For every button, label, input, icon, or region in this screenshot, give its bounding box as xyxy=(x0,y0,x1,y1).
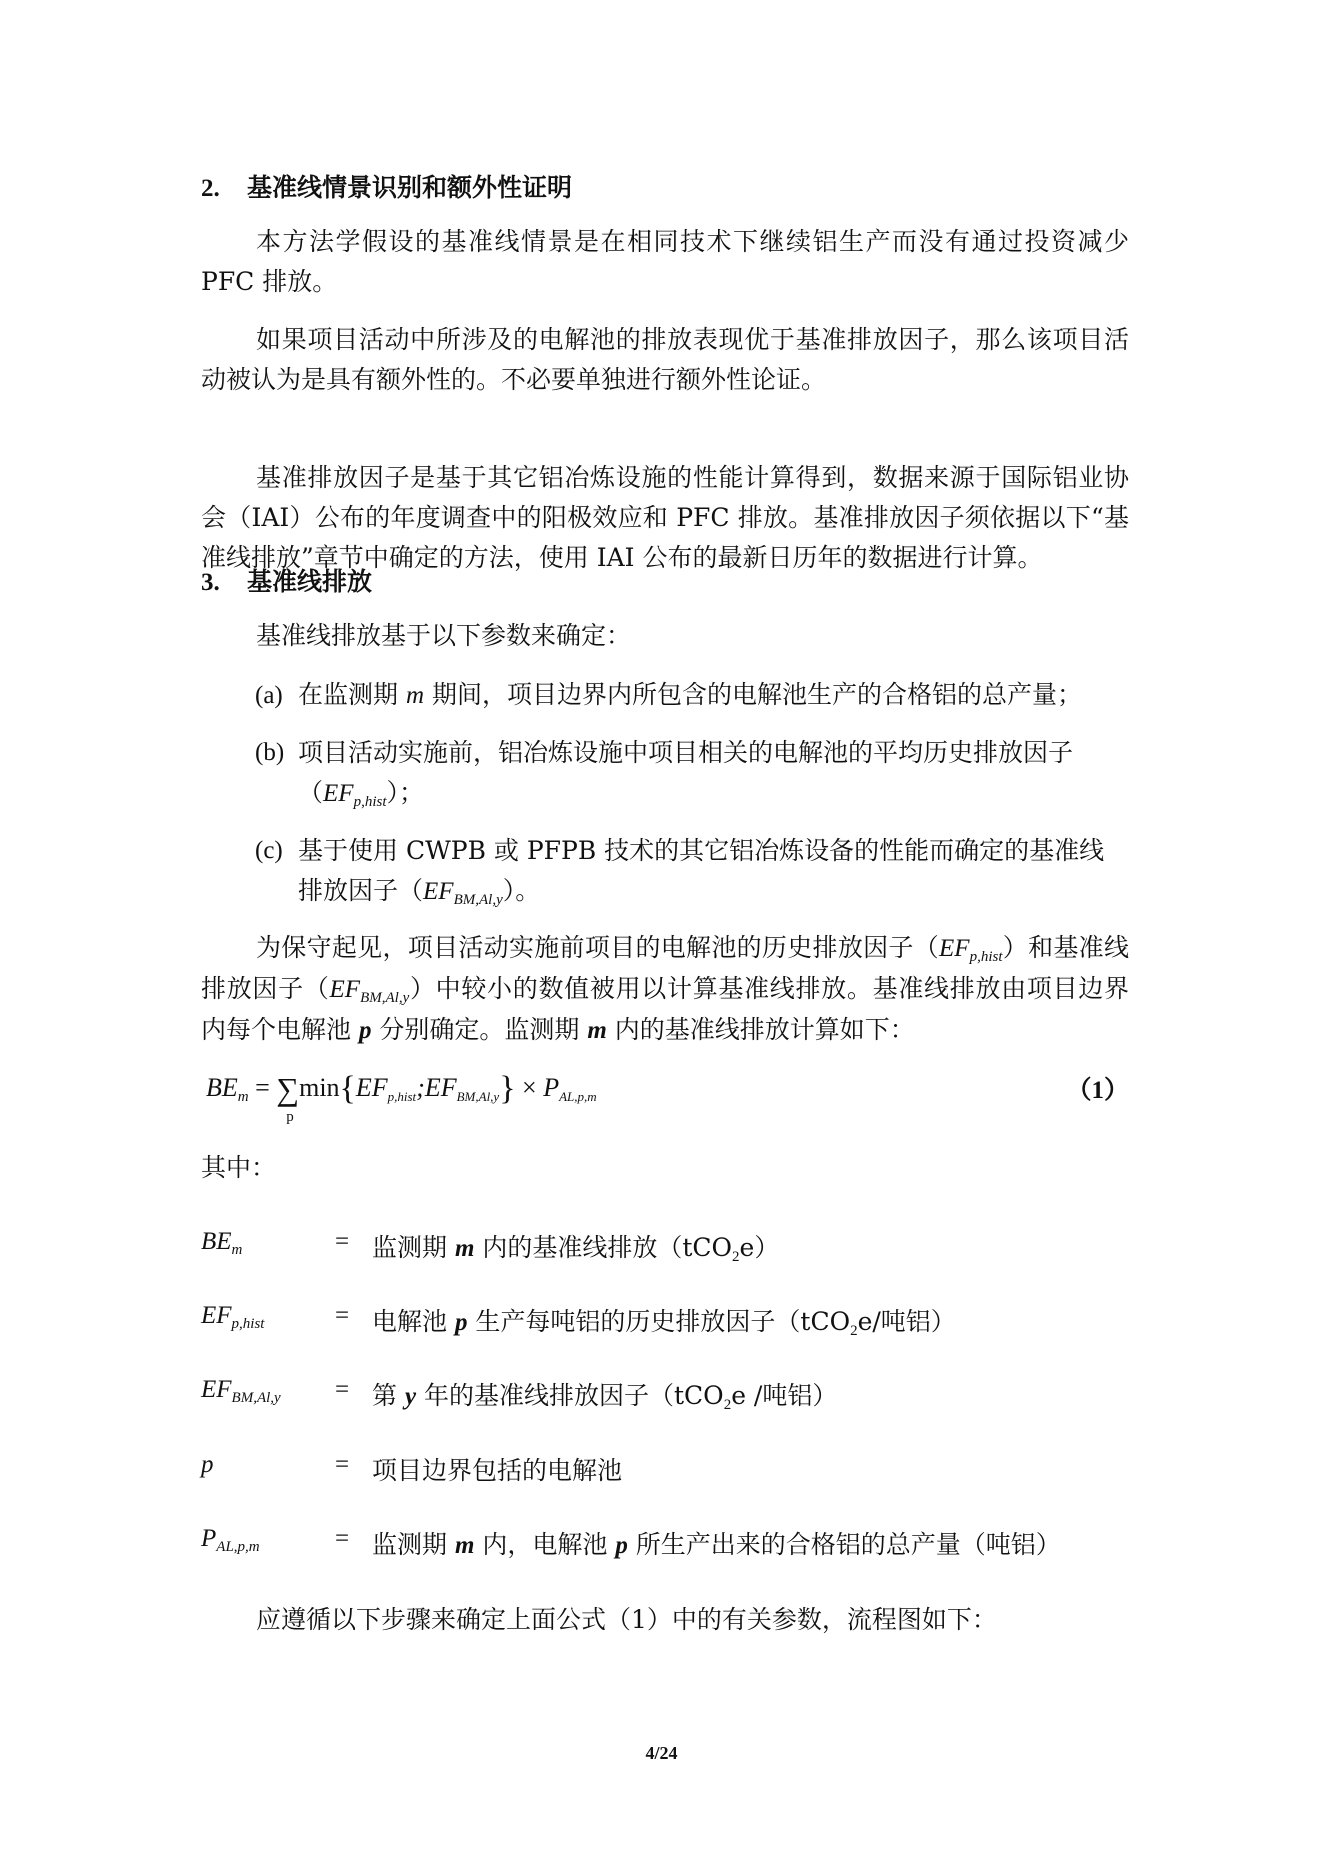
paragraph-baseline-scenario: 本方法学假设的基准线情景是在相同技术下继续铝生产而没有通过投资减少 PFC 排放。 xyxy=(201,227,1129,296)
def-sym-be xyxy=(201,1228,242,1256)
def-sym-p: p xyxy=(201,1451,214,1478)
def-ef-hist-co2sub: 2 xyxy=(850,1323,858,1339)
list-label-a: (a) xyxy=(255,682,283,709)
paragraph-emission-factor: 基准排放因子是基于其它铝冶炼设施的性能计算得到，数据来源于国际铝业协会（IAI）公布的年度调查中的阳极效应和 PFC 排放。基准排放因子须依据以下“基准线排放”章节中确定的方法，使用 IAI 公布的最新日历年的数据进行计算。 xyxy=(201,463,1129,572)
paragraph-parameters-intro: 基准线排放基于以下参数来确定： xyxy=(256,621,632,650)
equation-1 xyxy=(201,1060,1129,1130)
def-eq-be: = xyxy=(335,1228,350,1255)
list-close-b: ）； xyxy=(386,778,425,807)
def-txt-be xyxy=(372,1228,779,1264)
def-eq-ef-hist: = xyxy=(335,1302,350,1329)
eq-lhs-sub: m xyxy=(237,1089,249,1105)
cons-var-m: m xyxy=(587,1017,607,1044)
def-ef-bm-t2: 年的基准线排放因子（tCO xyxy=(416,1381,724,1410)
list-item-c xyxy=(255,831,1129,912)
list-text-b: 项目活动实施前，铝冶炼设施中项目相关的电解池的平均历史排放因子 xyxy=(298,738,1074,767)
def-ef-bm-co2sub: 2 xyxy=(723,1397,732,1413)
list-content-c: 基于使用 CWPB 或 PFPB 技术的其它铝冶炼设备的性能而确定的基准线排放因子$(EF_{BM,Al,y})$。 xyxy=(298,836,1105,908)
def-be-co2sub: 2 xyxy=(732,1249,740,1265)
cons-t2: ）和基准线排放因子（ xyxy=(201,933,1129,1003)
list-sub-b: p,hist xyxy=(353,794,387,810)
section-2-number: 2. xyxy=(201,175,220,202)
def-sym-be-main: BE xyxy=(201,1228,232,1255)
section-2-title: 基准线情景识别和额外性证明 xyxy=(247,173,573,202)
list-var-m: m xyxy=(405,682,425,709)
list-item-b xyxy=(255,733,1129,814)
def-sym-ef-bm xyxy=(201,1376,281,1404)
list-label-b: (b) xyxy=(255,739,285,766)
def-be-t3: e） xyxy=(739,1233,780,1262)
brace-close: } xyxy=(499,1070,516,1107)
list-item-a xyxy=(255,675,1129,716)
equation-number: （1） xyxy=(1066,1077,1129,1104)
section-3-title: 基准线排放 xyxy=(247,567,373,596)
def-pal-var2: p xyxy=(615,1532,628,1559)
def-ef-bm-var: y xyxy=(404,1383,417,1410)
list-content-b: 项目活动实施前，铝冶炼设施中项目相关的电解池的平均历史排放因子 $(EF_{p,hist})$； xyxy=(298,738,1074,810)
eq-production: $P_{AL,p,m}$ xyxy=(543,1073,597,1104)
paragraph-conservativeness xyxy=(201,928,1129,1051)
equation-expression xyxy=(206,1070,597,1125)
eq-ef-hist: $EF_{p,hist};EF_{BM,Al,y}$ xyxy=(355,1073,500,1104)
section-3-heading xyxy=(201,562,372,598)
def-ef-bm-t1: 第 xyxy=(372,1381,405,1410)
def-sym-ef-bm-sub: BM,Al,y xyxy=(231,1390,281,1406)
list-text-a-2: 期间，项目边界内所包含的电解池生产的合格铝的总产量； xyxy=(424,680,1082,709)
def-pal-t2b: 所生产出来的合格铝的总产量（吨铝） xyxy=(627,1530,1061,1559)
def-sym-pal-sub: AL,p,m xyxy=(216,1539,260,1555)
section-3-number: 3. xyxy=(201,569,220,596)
list-sub-c: BM,Al,y xyxy=(453,892,503,908)
def-sym-ef-hist-main: EF xyxy=(201,1302,232,1329)
cons-t1: 为保守起见，项目活动实施前项目的电解池的历史排放因子（ xyxy=(256,933,940,962)
paragraph-additionality: 如果项目活动中所涉及的电解池的排放表现优于基准排放因子，那么该项目活动被认为是具有额外性的。不必要单独进行额外性论证。 xyxy=(201,325,1129,394)
def-sym-ef-hist-sub: p,hist xyxy=(231,1316,265,1332)
def-ef-hist-t1: 电解池 xyxy=(372,1307,455,1336)
def-eq-ef-bm: = xyxy=(335,1376,350,1403)
page-number: 4/24 xyxy=(645,1743,678,1763)
list-text-a-1: 在监测期 xyxy=(298,680,406,709)
sum-index: p xyxy=(286,1109,294,1125)
def-txt-pal xyxy=(372,1525,1061,1561)
cons-var-p: p xyxy=(358,1017,372,1044)
def-eq-pal: = xyxy=(335,1525,350,1552)
def-sym-be-sub: m xyxy=(231,1242,243,1258)
def-sym-pal-main: P xyxy=(201,1525,217,1552)
def-ef-hist-var: p xyxy=(454,1309,468,1336)
list-sym-b: EF xyxy=(323,780,354,807)
cons-sym1: $EF_{p,hist}$ xyxy=(939,935,1003,965)
def-txt-ef-hist xyxy=(372,1302,956,1338)
where-label: 其中： xyxy=(201,1153,277,1182)
def-pal-var: m xyxy=(454,1532,475,1559)
eq-times: × xyxy=(515,1073,544,1102)
section-2-heading xyxy=(201,168,572,204)
cons-t4: 分别确定。监测期 xyxy=(371,1015,588,1044)
list-label-c: (c) xyxy=(255,837,283,864)
cons-sym2: $EF_{BM,Al,y}$ xyxy=(329,976,410,1006)
def-be-t2: 内的基准线排放（tCO xyxy=(474,1233,733,1262)
def-ef-hist-t2: 生产每吨铝的历史排放因子（tCO xyxy=(467,1307,851,1336)
def-be-t1: 监测期 xyxy=(372,1233,455,1262)
def-ef-hist-t3: e/吨铝） xyxy=(857,1307,956,1336)
def-be-var: m xyxy=(454,1235,475,1262)
eq-lhs: BE xyxy=(206,1073,238,1102)
eq-min: min xyxy=(299,1073,340,1102)
def-sym-pal xyxy=(201,1525,260,1553)
def-eq-p: = xyxy=(335,1451,350,1478)
list-text-c: 基于使用 CWPB 或 PFPB 技术的其它铝冶炼设备的性能而确定的基准线排放因子 xyxy=(298,836,1105,905)
cons-t3: ）中较小的数值被用以计算基准线排放。基准线排放由项目边界内每个电解池 xyxy=(201,974,1129,1044)
def-txt-ef-bm xyxy=(372,1376,837,1412)
def-ef-bm-t3: e /吨铝） xyxy=(731,1381,838,1410)
list-close-c: ）。 xyxy=(502,876,541,905)
def-pal-t1: 监测期 xyxy=(372,1530,455,1559)
def-pal-t2: 内，电解池 xyxy=(474,1530,616,1559)
paragraph-closing: 应遵循以下步骤来确定上面公式（1）中的有关参数，流程图如下： xyxy=(256,1605,997,1634)
sum-symbol: ∑ p xyxy=(276,1071,300,1125)
list-sym-c: EF xyxy=(423,878,454,905)
cons-t5: 内的基准线排放计算如下： xyxy=(606,1015,915,1044)
eq-equals: = xyxy=(255,1073,277,1102)
brace-open: { xyxy=(339,1070,356,1107)
def-sym-ef-hist xyxy=(201,1302,264,1330)
def-txt-p: 项目边界包括的电解池 xyxy=(372,1456,623,1485)
def-sym-ef-bm-main: EF xyxy=(201,1376,232,1403)
